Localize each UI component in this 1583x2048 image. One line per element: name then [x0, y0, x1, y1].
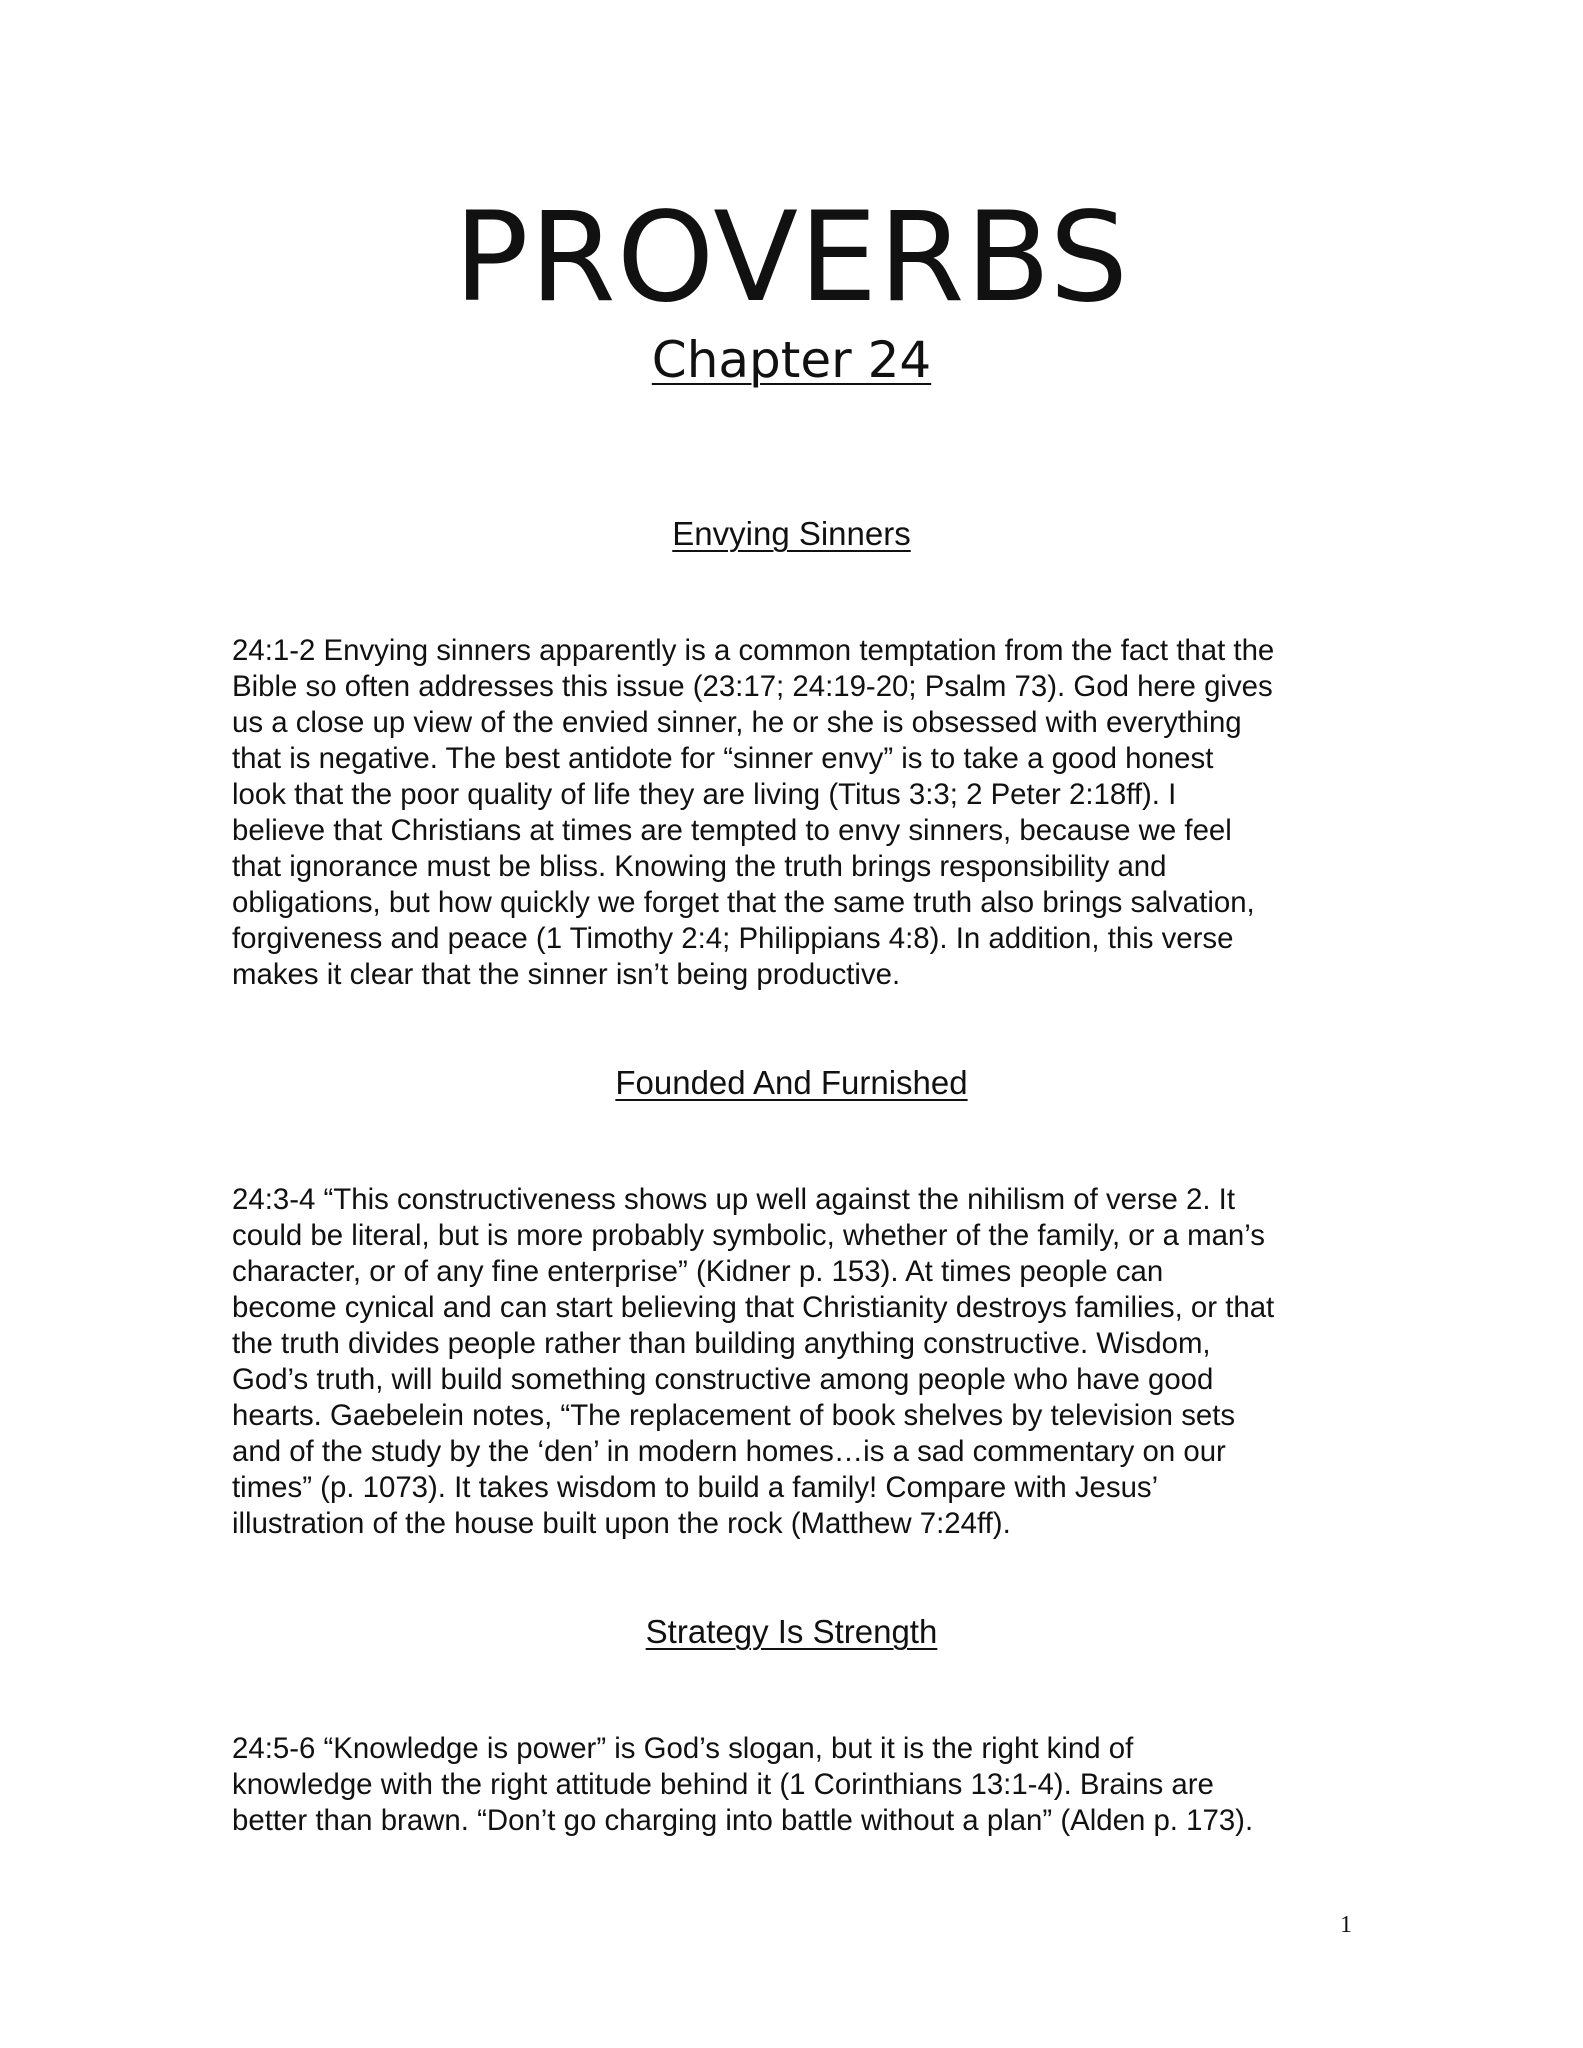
paragraph-line: makes it clear that the sinner isn’t being productive. [232, 958, 901, 991]
paragraph-line: Bible so often addresses this issue (23:17; 24:19-20; Psalm 73). God here gives [232, 670, 1273, 703]
paragraph-line: 24:3-4 “This constructiveness shows up well against the nihilism of verse 2. It [232, 1183, 1235, 1216]
paragraph-line: hearts. Gaebelein notes, “The replacement of book shelves by television sets [232, 1399, 1236, 1432]
section-paragraph-strategy-is-strength [232, 1731, 1352, 1839]
paragraph-line: character, or of any fine enterprise” (Kidner p. 153). At times people can [232, 1255, 1164, 1288]
document-title: PROVERBS [453, 186, 1130, 330]
paragraph-line: illustration of the house built upon the rock (Matthew 7:24ff). [232, 1507, 1011, 1540]
chapter-heading: Chapter 24 [651, 331, 932, 389]
section-heading-strategy-is-strength: Strategy Is Strength [645, 1613, 938, 1650]
paragraph-line: knowledge with the right attitude behind it (1 Corinthians 13:1-4). Brains are [232, 1768, 1214, 1801]
section-heading-founded-and-furnished: Founded And Furnished [615, 1064, 968, 1101]
section-paragraph-envying-sinners [232, 633, 1352, 993]
section-paragraph-founded-and-furnished [232, 1182, 1352, 1542]
paragraph-line: times” (p. 1073). It takes wisdom to build a family! Compare with Jesus’ [232, 1471, 1159, 1504]
paragraph-line: and of the study by the ‘den’ in modern homes…is a sad commentary on our [232, 1435, 1226, 1468]
paragraph-line: become cynical and can start believing that Christianity destroys families, or that [232, 1291, 1275, 1324]
paragraph-line: obligations, but how quickly we forget that the same truth also brings salvation, [232, 886, 1255, 919]
paragraph-line: that is negative. The best antidote for “sinner envy” is to take a good honest [232, 742, 1214, 775]
section-heading-envying-sinners: Envying Sinners [672, 515, 911, 552]
paragraph-line: better than brawn. “Don’t go charging into battle without a plan” (Alden p. 173). [232, 1804, 1254, 1837]
paragraph-line: forgiveness and peace (1 Timothy 2:4; Philippians 4:8). In addition, this verse [232, 922, 1234, 955]
paragraph-line: 24:1-2 Envying sinners apparently is a common temptation from the fact that the [232, 634, 1275, 667]
paragraph-line: look that the poor quality of life they are living (Titus 3:3; 2 Peter 2:18ff). I [232, 778, 1177, 811]
paragraph-line: us a close up view of the envied sinner, he or she is obsessed with everything [232, 706, 1242, 739]
paragraph-line: the truth divides people rather than building anything constructive. Wisdom, [232, 1327, 1211, 1360]
page-number: 1 [1340, 1912, 1352, 1938]
paragraph-line: God’s truth, will build something constructive among people who have good [232, 1363, 1214, 1396]
paragraph-line: 24:5-6 “Knowledge is power” is God’s slogan, but it is the right kind of [232, 1732, 1134, 1765]
paragraph-line: could be literal, but is more probably symbolic, whether of the family, or a man’s [232, 1219, 1265, 1252]
paragraph-line: that ignorance must be bliss. Knowing the truth brings responsibility and [232, 850, 1167, 883]
paragraph-line: believe that Christians at times are tempted to envy sinners, because we feel [232, 814, 1232, 847]
